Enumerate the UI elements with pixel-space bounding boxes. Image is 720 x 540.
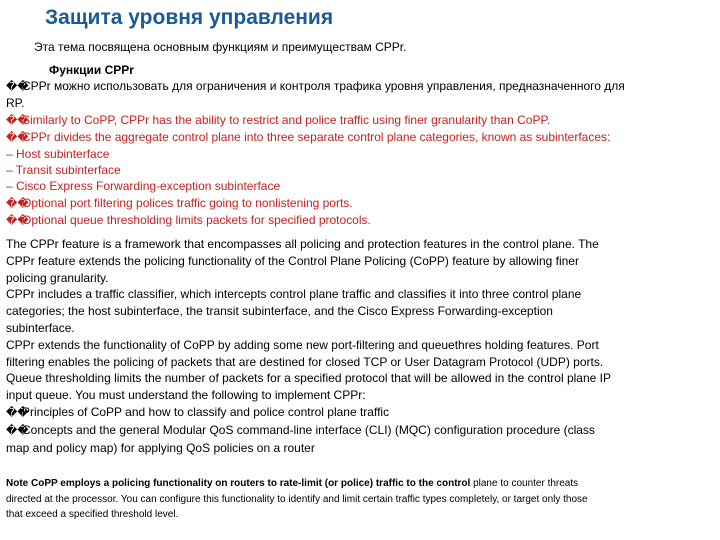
body-line (6, 370, 714, 387)
function-line (6, 195, 718, 212)
function-line (6, 95, 718, 111)
body-line (6, 286, 714, 303)
body-line (6, 320, 714, 337)
body-line-text: map and policy map) for applying QoS policies on a router (6, 440, 315, 455)
functions-heading: Функции CPPr (49, 63, 134, 77)
function-line-text: – Host subinterface (6, 147, 110, 162)
bullet-icon: �� (6, 214, 29, 227)
note-bold-text: Note CoPP employs a policing functionality on routers to rate-limit (or police) traffic to the control (6, 478, 471, 489)
function-line-text: – Cisco Express Forwarding-exception subinterface (6, 179, 281, 194)
body-line-text: The CPPr feature is a framework that encompasses all policing and protection features in the control plane. The (6, 237, 599, 251)
body-line-text: policing granularity. (6, 270, 109, 285)
body-line (6, 337, 714, 354)
function-line (6, 129, 718, 146)
body-line (6, 270, 714, 287)
body-line-text: input queue. You must understand the following to implement CPPr: (6, 388, 366, 403)
bullet-icon: �� (6, 114, 29, 127)
function-line-text: Similarly to CoPP, CPPr has the ability to restrict and police traffic using finer granularity than CoPP. (22, 112, 551, 127)
functions-list (6, 78, 718, 229)
body-line (6, 354, 714, 371)
function-line-text: CPPr можно использовать для ограничения и контроля трафика уровня управления, предназначенного для (22, 79, 625, 94)
function-line (6, 78, 718, 95)
function-line-text: RP. (6, 96, 25, 111)
function-line (6, 178, 718, 194)
function-line-text: – Transit subinterface (6, 163, 121, 178)
function-line-text: CPPr divides the aggregate control plane into three separate control plane categories, known as subinterfaces: (22, 129, 611, 144)
body-line (6, 387, 714, 404)
bullet-icon: �� (6, 424, 29, 437)
note-text-1: plane to counter threats (470, 478, 579, 489)
body-paragraph (6, 236, 714, 456)
body-lines (6, 236, 714, 456)
body-line (6, 303, 714, 320)
body-line-text: Principles of CoPP and how to classify and police control plane traffic (22, 404, 390, 419)
body-line-text: CPPr extends the functionality of CoPP by adding some new port-filtering and queuethres holding features. Port (6, 337, 599, 352)
function-line (6, 112, 718, 129)
function-line-text: Optional queue thresholding limits packets for specified protocols. (22, 212, 371, 227)
body-line (6, 236, 714, 253)
bullet-icon: �� (6, 197, 29, 210)
body-line-text: filtering enables the policing of packets that are destined for closed TCP or User Datagram Protocol (UDP) ports. (6, 354, 604, 369)
function-line-text: Optional port filtering polices traffic going to nonlistening ports. (22, 195, 353, 210)
body-line-text: CPPr feature extends the policing functionality of the Control Plane Policing (CoPP) feature by allowing finer (6, 253, 579, 268)
page-title: Защита уровня управления (45, 6, 334, 29)
body-line-text: categories; the host subinterface, the transit subinterface, and the Cisco Express Forwarding-exception (6, 304, 553, 319)
function-line (6, 212, 718, 229)
body-line-text: Concepts and the general Modular QoS command-line interface (CLI) (MQC) configuration procedure (class (22, 422, 595, 437)
note-text-3: that exceed a specified threshold level. (6, 509, 179, 521)
function-line (6, 146, 718, 162)
function-line (6, 162, 718, 178)
body-line (6, 404, 714, 422)
body-line (6, 253, 714, 270)
bullet-icon: �� (6, 131, 29, 144)
note-block (6, 476, 716, 523)
body-line-text: Queue thresholding limits the number of packets for a specified protocol that will be allowed in the control plane IP (6, 371, 612, 386)
note-text-2: directed at the processor. You can configure this functionality to identify and limit certain traffic types completely, or target only those (6, 493, 588, 505)
body-line (6, 422, 714, 440)
bullet-icon: �� (6, 81, 29, 94)
subtitle: Эта тема посвящена основным функциям и преимуществам CPPr. (34, 40, 407, 54)
body-line-text: subinterface. (6, 320, 75, 335)
body-line (6, 440, 714, 457)
bullet-icon: �� (6, 406, 29, 419)
body-line-text: CPPr includes a traffic classifier, which intercepts control plane traffic and classifies it into three control plane (6, 287, 582, 302)
functions-section (6, 62, 718, 229)
